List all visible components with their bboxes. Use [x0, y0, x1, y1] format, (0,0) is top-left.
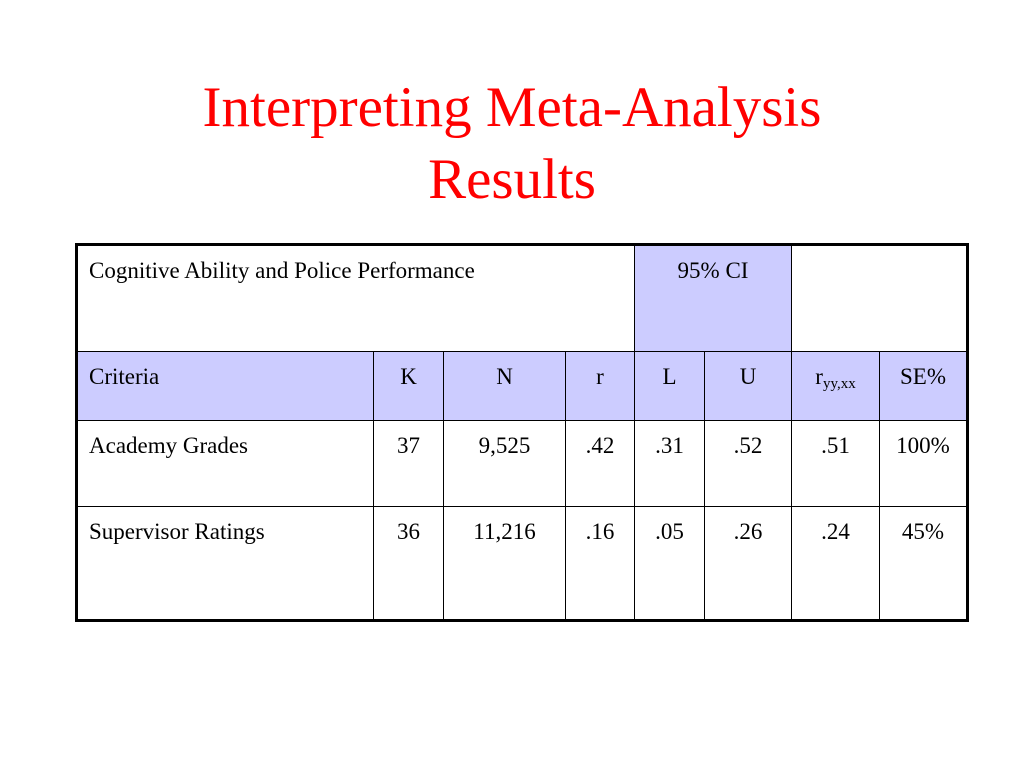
cell-n-text: 11,216 — [473, 519, 536, 544]
group-header-cell — [77, 245, 635, 352]
cell-l — [635, 421, 705, 507]
cell-u — [705, 507, 792, 621]
col-header-r-text: r — [596, 364, 604, 389]
cell-l — [635, 507, 705, 621]
cell-r-text: .16 — [585, 519, 615, 544]
col-header-n-text: N — [496, 364, 513, 389]
col-header-ryy — [792, 352, 880, 421]
table-group-header-row — [77, 245, 968, 352]
table-row — [77, 507, 968, 621]
cell-ryy-text: .24 — [821, 519, 850, 544]
cell-l-text: .05 — [655, 519, 684, 544]
col-header-k — [374, 352, 444, 421]
cell-n-text: 9,525 — [478, 433, 531, 458]
cell-criteria-text: Supervisor Ratings — [89, 519, 265, 544]
cell-criteria-text: Academy Grades — [89, 433, 249, 458]
cell-se-text: 45% — [901, 519, 945, 544]
col-header-criteria — [77, 352, 374, 421]
empty-header-cell — [792, 245, 968, 352]
col-header-ryy-base: r — [815, 364, 823, 389]
col-header-n — [444, 352, 566, 421]
cell-l-text: .31 — [655, 433, 684, 458]
cell-r — [566, 421, 635, 507]
slide-title-line-1: Interpreting Meta-Analysis — [202, 76, 822, 139]
col-header-r — [566, 352, 635, 421]
col-header-se-text: SE% — [900, 364, 947, 389]
cell-n — [444, 507, 566, 621]
meta-analysis-table — [75, 243, 969, 622]
cell-k — [374, 421, 444, 507]
cell-u — [705, 421, 792, 507]
cell-se — [880, 421, 968, 507]
slide-title — [0, 72, 1024, 216]
cell-se-text: 100% — [896, 433, 950, 458]
cell-k-text: 37 — [397, 433, 420, 458]
cell-criteria — [77, 507, 374, 621]
cell-ryy-text: .51 — [821, 433, 850, 458]
col-header-u-text: U — [739, 364, 757, 389]
ci-header-text: 95% CI — [677, 258, 749, 283]
cell-k — [374, 507, 444, 621]
col-header-k-text: K — [400, 364, 417, 389]
column-header-row — [77, 352, 968, 421]
cell-criteria — [77, 421, 374, 507]
col-header-ryy-text — [792, 352, 879, 393]
ci-header-cell — [635, 245, 792, 352]
cell-r-text: .42 — [585, 433, 615, 458]
cell-r — [566, 507, 635, 621]
table-row — [77, 421, 968, 507]
col-header-ryy-subscript: yy,xx — [822, 376, 856, 392]
slide-title-line-2: Results — [428, 148, 596, 211]
col-header-se — [880, 352, 968, 421]
col-header-l — [635, 352, 705, 421]
cell-ryy — [792, 507, 880, 621]
group-header-text: Cognitive Ability and Police Performance — [89, 258, 475, 283]
cell-ryy — [792, 421, 880, 507]
col-header-l-text: L — [662, 364, 677, 389]
col-header-criteria-text: Criteria — [89, 364, 160, 389]
cell-se — [880, 507, 968, 621]
cell-n — [444, 421, 566, 507]
cell-u-text: .26 — [733, 519, 763, 544]
cell-k-text: 36 — [397, 519, 420, 544]
cell-u-text: .52 — [733, 433, 763, 458]
col-header-u — [705, 352, 792, 421]
